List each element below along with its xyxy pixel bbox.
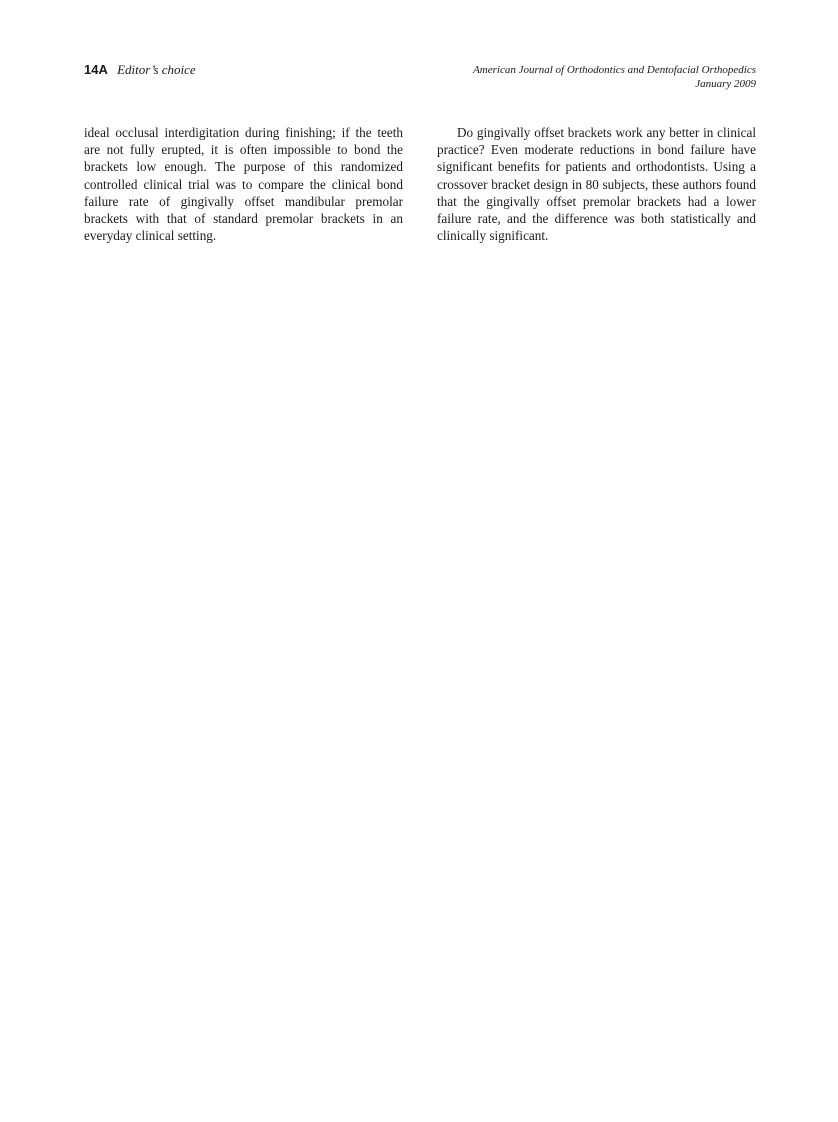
issue-date: January 2009 [695, 78, 756, 90]
left-column [84, 124, 403, 244]
journal-citation [473, 63, 756, 91]
journal-title: American Journal of Orthodontics and Dentofacial Orthopedics [473, 64, 756, 76]
right-column [437, 124, 756, 244]
page-number: 14A [84, 62, 108, 77]
running-header [84, 62, 756, 92]
header-left [84, 62, 196, 78]
left-paragraph: ideal occlusal interdigitation during finishing; if the teeth are not fully erupted, it is often impossible to bond the brackets low enough. The purpose of this randomized controlled clinical trial was to compare the clinical bond failure rate of gingivally offset mandibular premolar brackets with that of standard premolar brackets in an everyday clinical setting. [84, 125, 403, 244]
section-name: Editor’s choice [117, 62, 196, 77]
right-paragraph: Do gingivally offset brackets work any better in clinical practice? Even moderate reductions in bond failure have significant benefits for patients and orthodontists. Using a crossover bracket design in 80 subjects, these authors found that the gingivally offset premolar brackets had a lower failure rate, and the difference was both statistically and clinically significant. [437, 125, 756, 244]
